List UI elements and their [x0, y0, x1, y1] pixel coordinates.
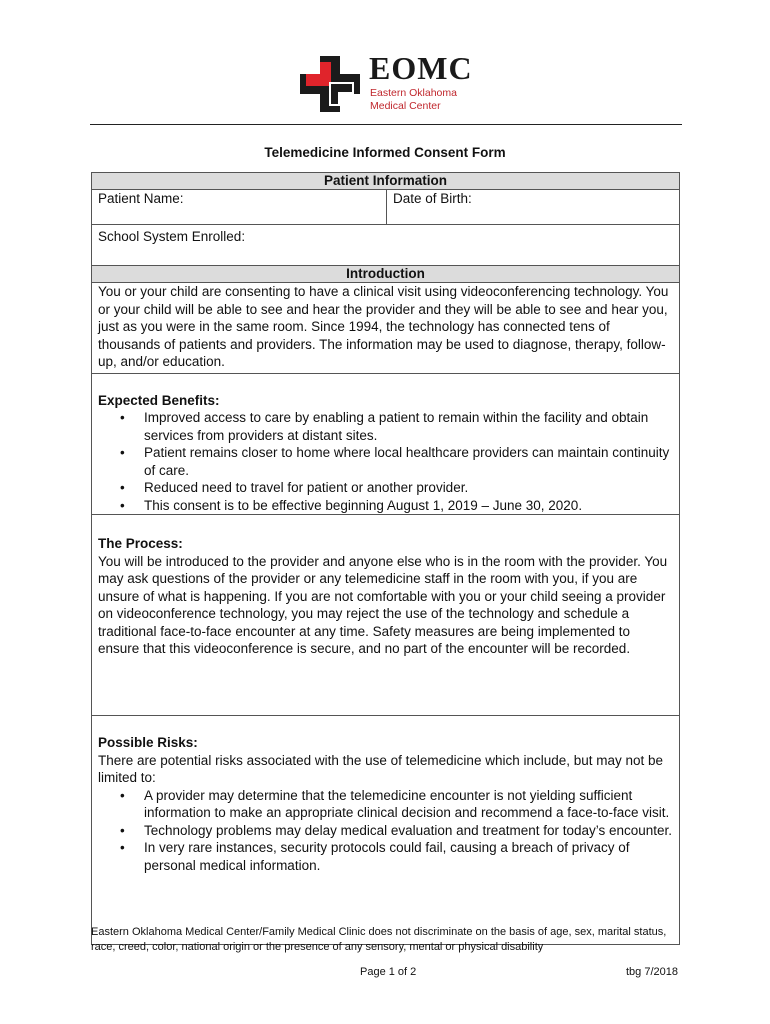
list-item: • This consent is to be effective beginning August 1, 2019 – June 30, 2020.: [144, 497, 673, 515]
logo-subtitle-line1: Eastern Oklahoma: [370, 87, 457, 99]
list-item: • In very rare instances, security protocols could fail, causing a breach of privacy of personal medical information.: [144, 839, 673, 874]
list-item: • Technology problems may delay medical evaluation and treatment for today’s encounter.: [144, 822, 673, 840]
introduction-text: You or your child are consenting to have a clinical visit using videoconferencing technology. You or your child will be able to see and hear the provider and they will be able to see and hear you, just as you were in the same room. Since 1994, the technology has connected tens of thousands of patients and providers. The information may be used to diagnose, therapy, follow-up, and/or education.: [92, 283, 680, 374]
possible-risks-intro: There are potential risks associated with the use of telemedicine which include, but may not be limited to:: [98, 752, 664, 785]
header-divider: [90, 124, 682, 125]
patient-name-label: Patient Name:: [98, 191, 184, 206]
date-of-birth-label: Date of Birth:: [393, 191, 472, 206]
logo-name: EOMC: [369, 50, 473, 86]
cross-logo-icon: [300, 56, 360, 112]
patient-name-field[interactable]: [92, 190, 387, 225]
benefits-list: [98, 409, 673, 514]
expected-benefits-title: Expected Benefits:: [98, 392, 220, 408]
list-item: • Reduced need to travel for patient or another provider.: [144, 479, 673, 497]
expected-benefits-section: [92, 373, 680, 515]
introduction-header: Introduction: [92, 266, 680, 283]
process-text: You will be introduced to the provider and anyone else who is in the room with the provider. You may ask questions of the provider or any telemedicine staff in the room with you, if you are unsure of what is happening. If you are not comfortable with you or your child seeing a provider on videoconference technology, you may reject the use of the technology and schedule a traditional face-to-face encounter at any time. Safety measures are being implemented to ensure that this videoconference is secure, and no part of the encounter will be recorded.: [98, 553, 668, 656]
possible-risks-title: Possible Risks:: [98, 735, 198, 750]
consent-form-table: [91, 172, 680, 945]
possible-risks-section: [92, 716, 680, 945]
page-number: Page 1 of 2: [360, 966, 417, 978]
date-of-birth-field[interactable]: [387, 190, 680, 225]
process-title: The Process:: [98, 536, 183, 551]
eomc-logo: [300, 50, 490, 116]
list-item: • Patient remains closer to home where local healthcare providers can maintain continuity of care.: [144, 444, 673, 479]
patient-info-header: Patient Information: [92, 173, 680, 190]
logo-subtitle-line2: Medical Center: [370, 100, 441, 112]
school-system-label: School System Enrolled:: [98, 229, 246, 244]
form-title: Telemedicine Informed Consent Form: [264, 145, 506, 160]
list-item: • Improved access to care by enabling a patient to remain within the facility and obtain services from providers at distant sites.: [144, 409, 673, 444]
nondiscrimination-notice: Eastern Oklahoma Medical Center/Family Medical Clinic does not discriminate on the basis of age, sex, marital status, race, creed, color, national origin or the presence of any sensory, mental or physical disability: [91, 926, 667, 953]
process-section: [92, 515, 680, 716]
list-item: • A provider may determine that the telemedicine encounter is not yielding sufficient information to make an appropriate clinical decision and recommend a face-to-face visit.: [144, 787, 673, 822]
school-system-field[interactable]: [92, 225, 680, 266]
revision-code: tbg 7/2018: [626, 966, 678, 978]
risks-list: [98, 787, 673, 875]
